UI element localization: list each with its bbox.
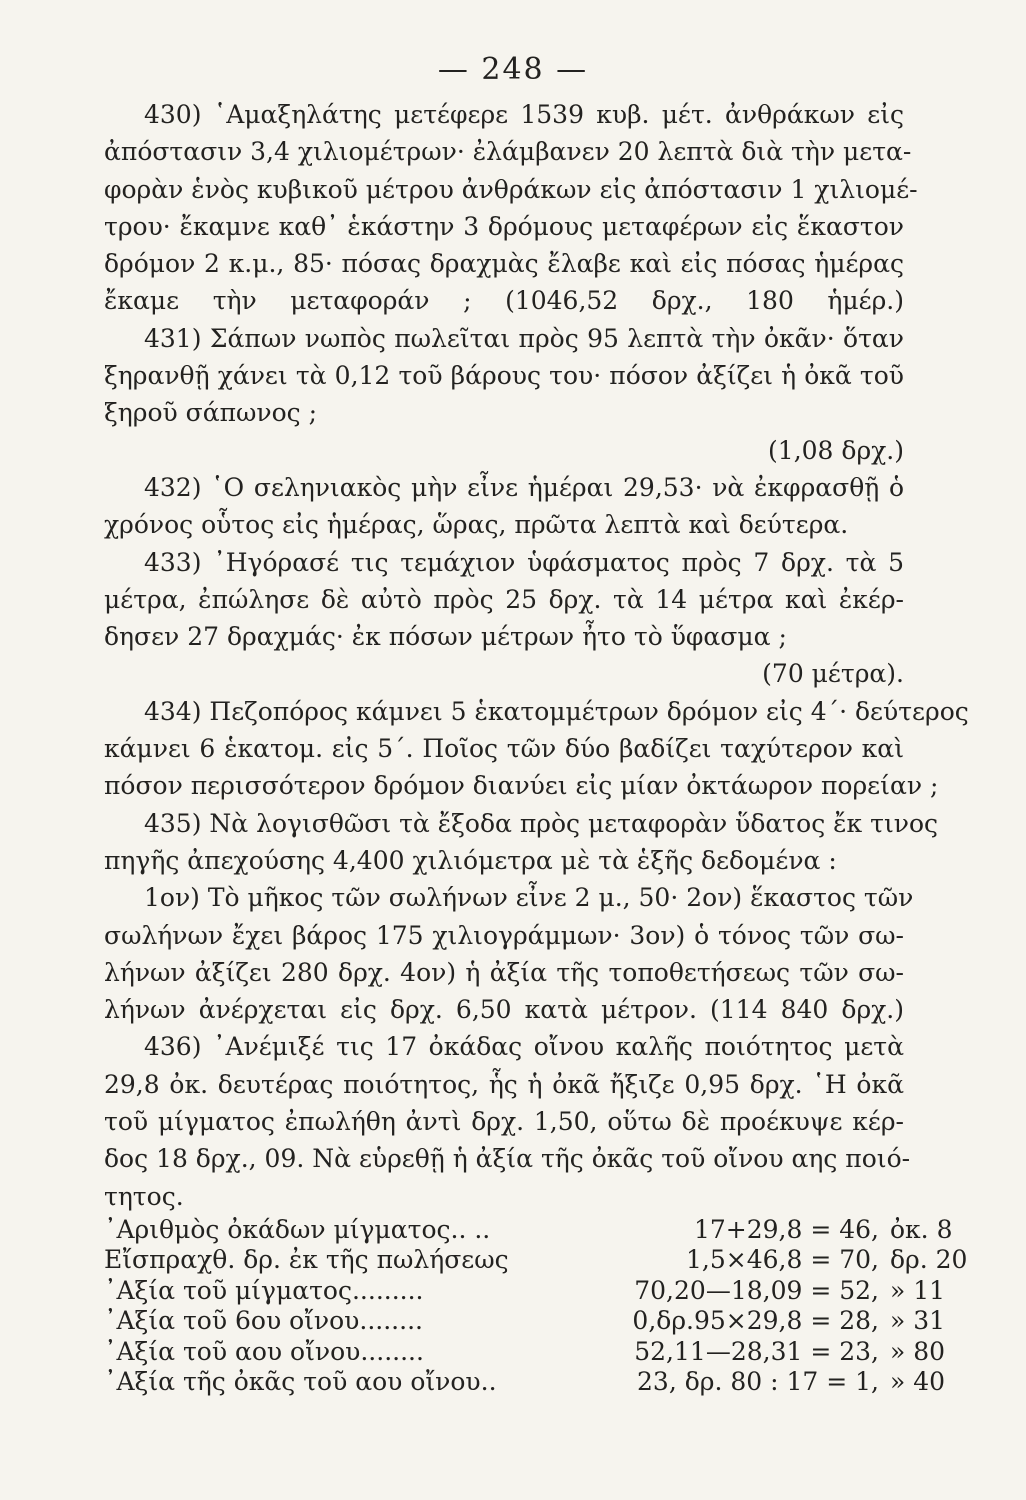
text-line: λήνων ἀνέρχεται εἰς δρχ. 6,50 κατὰ μέτρον. (114 840 δρχ.) [104, 995, 904, 1025]
calculation-table [104, 1214, 968, 1398]
text-line: δος 18 δρχ., 09. Νὰ εὑρεθῇ ἡ ἀξία τῆς ὀκᾶς τοῦ οἴνου αης ποιό- [104, 1144, 911, 1174]
text-line: τρου· ἔκαμνε καθ᾽ ἑκάστην 3 δρόμους μεταφέρων εἰς ἕκαστον [104, 211, 904, 241]
row-expression: 17+29,8 = 46, [693, 1214, 879, 1244]
text-line: 1ον) Τὸ μῆκος τῶν σωλήνων εἶνε 2 μ., 50· 2ον) ἕκαστος τῶν [144, 883, 914, 913]
text-line: 433) ᾽Ηγόρασέ τις τεμάχιον ὑφάσματος πρὸς 7 δρχ. τὰ 5 [144, 547, 904, 577]
page-text [104, 96, 969, 1398]
text-line: (70 μέτρα). [762, 659, 904, 689]
row-expression: 70,20—18,09 = 52, [634, 1275, 879, 1305]
text-line: ξηροῦ σάπωνος ; [104, 398, 318, 428]
row-result: » 40 [890, 1367, 946, 1397]
row-expression: 23, δρ. 80 : 17 = 1, [637, 1367, 879, 1397]
row-expression: 0,δρ.95×29,8 = 28, [632, 1306, 879, 1336]
text-line: μέτρα, ἐπώλησε δὲ αὐτὸ πρὸς 25 δρχ. τὰ 14 μέτρα καὶ ἐκέρ- [104, 584, 904, 614]
table-row [104, 1367, 946, 1398]
text-line: ξηρανθῇ χάνει τὰ 0,12 τοῦ βάρους του· πόσον ἀξίζει ἡ ὀκᾶ τοῦ [104, 361, 904, 391]
table-row [104, 1306, 946, 1337]
text-line: (1,08 δρχ.) [768, 435, 904, 465]
text-line: 435) Νὰ λογισθῶσι τὰ ἔξοδα πρὸς μεταφορὰν ὕδατος ἔκ τινος [144, 808, 939, 838]
row-label: Εἴσπραχθ. δρ. ἐκ τῆς πωλήσεως [104, 1245, 509, 1275]
row-label: ᾽Αξία τοῦ 6ου οἴνου........ [104, 1306, 423, 1336]
text-line: 436) ᾽Ανέμιξέ τις 17 ὀκάδας οἴνου καλῆς ποιότητος μετὰ [144, 1032, 904, 1062]
text-line: 431) Σάπων νωπὸς πωλεῖται πρὸς 95 λεπτὰ τὴν ὀκᾶν· ὅταν [144, 323, 904, 353]
text-line: κάμνει 6 ἑκατομ. εἰς 5΄. Ποῖος τῶν δύο βαδίζει ταχύτερον καὶ [104, 734, 904, 764]
text-line: λήνων ἀξίζει 280 δρχ. 4ον) ἡ ἀξία τῆς τοποθετήσεως τῶν σω- [104, 957, 904, 987]
row-result: δρ. 20 [890, 1245, 968, 1275]
row-label: ᾽Αξία τοῦ αου οἴνου........ [104, 1336, 424, 1366]
row-result: ὀκ. 8 [890, 1214, 953, 1244]
table-row [104, 1275, 946, 1307]
table-row [104, 1336, 946, 1368]
row-result: » 80 [890, 1336, 946, 1366]
row-result: » 31 [890, 1306, 946, 1336]
text-line: χρόνος οὗτος εἰς ἡμέρας, ὥρας, πρῶτα λεπτὰ καὶ δεύτερα. [104, 510, 849, 540]
text-line: πηγῆς ἀπεχούσης 4,400 χιλιόμετρα μὲ τὰ ἑξῆς δεδομένα : [104, 845, 837, 875]
text-line: 434) Πεζοπόρος κάμνει 5 ἑκατομμέτρων δρόμον εἰς 4΄· δεύτερος [144, 696, 969, 726]
table-row [104, 1245, 968, 1276]
text-line: τητος. [104, 1181, 184, 1211]
text-line: 432) ῾Ο σεληνιακὸς μὴν εἶνε ἡμέραι 29,53· νὰ ἐκφρασθῇ ὁ [144, 472, 904, 502]
text-line: δησεν 27 δραχμάς· ἐκ πόσων μέτρων ἦτο τὸ ὕφασμα ; [104, 622, 787, 652]
text-line: 29,8 ὀκ. δευτέρας ποιότητος, ἧς ἡ ὀκᾶ ἤξιζε 0,95 δρχ. ῾Η ὀκᾶ [104, 1069, 904, 1099]
row-label: ᾽Αξία τοῦ μίγματος......... [104, 1275, 424, 1305]
text-line: 430) ῾Αμαξηλάτης μετέφερε 1539 κυβ. μέτ. ἀνθράκων εἰς [144, 100, 904, 129]
row-label: ᾽Αξία τῆς ὀκᾶς τοῦ αου οἴνου.. [104, 1367, 497, 1397]
text-line: σωλήνων ἔχει βάρος 175 χιλιογράμμων· 3ον) ὁ τόνος τῶν σω- [104, 920, 904, 950]
page-number: — 248 — [437, 52, 589, 87]
row-result: » 11 [890, 1275, 946, 1305]
text-line: φορὰν ἑνὸς κυβικοῦ μέτρου ἀνθράκων εἰς ἀπόστασιν 1 χιλιομέ- [104, 174, 918, 204]
text-line: δρόμον 2 κ.μ., 85· πόσας δραχμὰς ἔλαβε καὶ εἰς πόσας ἡμέρας [104, 249, 904, 279]
row-expression: 52,11—28,31 = 23, [634, 1336, 879, 1366]
text-line: ἔκαμε τὴν μεταφοράν ; (1046,52 δρχ., 180 ἡμέρ.) [104, 286, 904, 316]
row-expression: 1,5×46,8 = 70, [686, 1245, 879, 1275]
row-label: ᾽Αριθμὸς ὀκάδων μίγματος.. .. [104, 1214, 491, 1244]
text-line: ἀπόστασιν 3,4 χιλιομέτρων· ἐλάμβανεν 20 λεπτὰ διὰ τὴν μετα- [104, 137, 912, 167]
text-line: τοῦ μίγματος ἐπωλήθη ἀντὶ δρχ. 1,50, οὕτω δὲ προέκυψε κέρ- [104, 1107, 904, 1137]
text-line: πόσον περισσότερον δρόμον διανύει εἰς μίαν ὀκτάωρον πορείαν ; [104, 771, 939, 801]
table-row [104, 1214, 953, 1246]
